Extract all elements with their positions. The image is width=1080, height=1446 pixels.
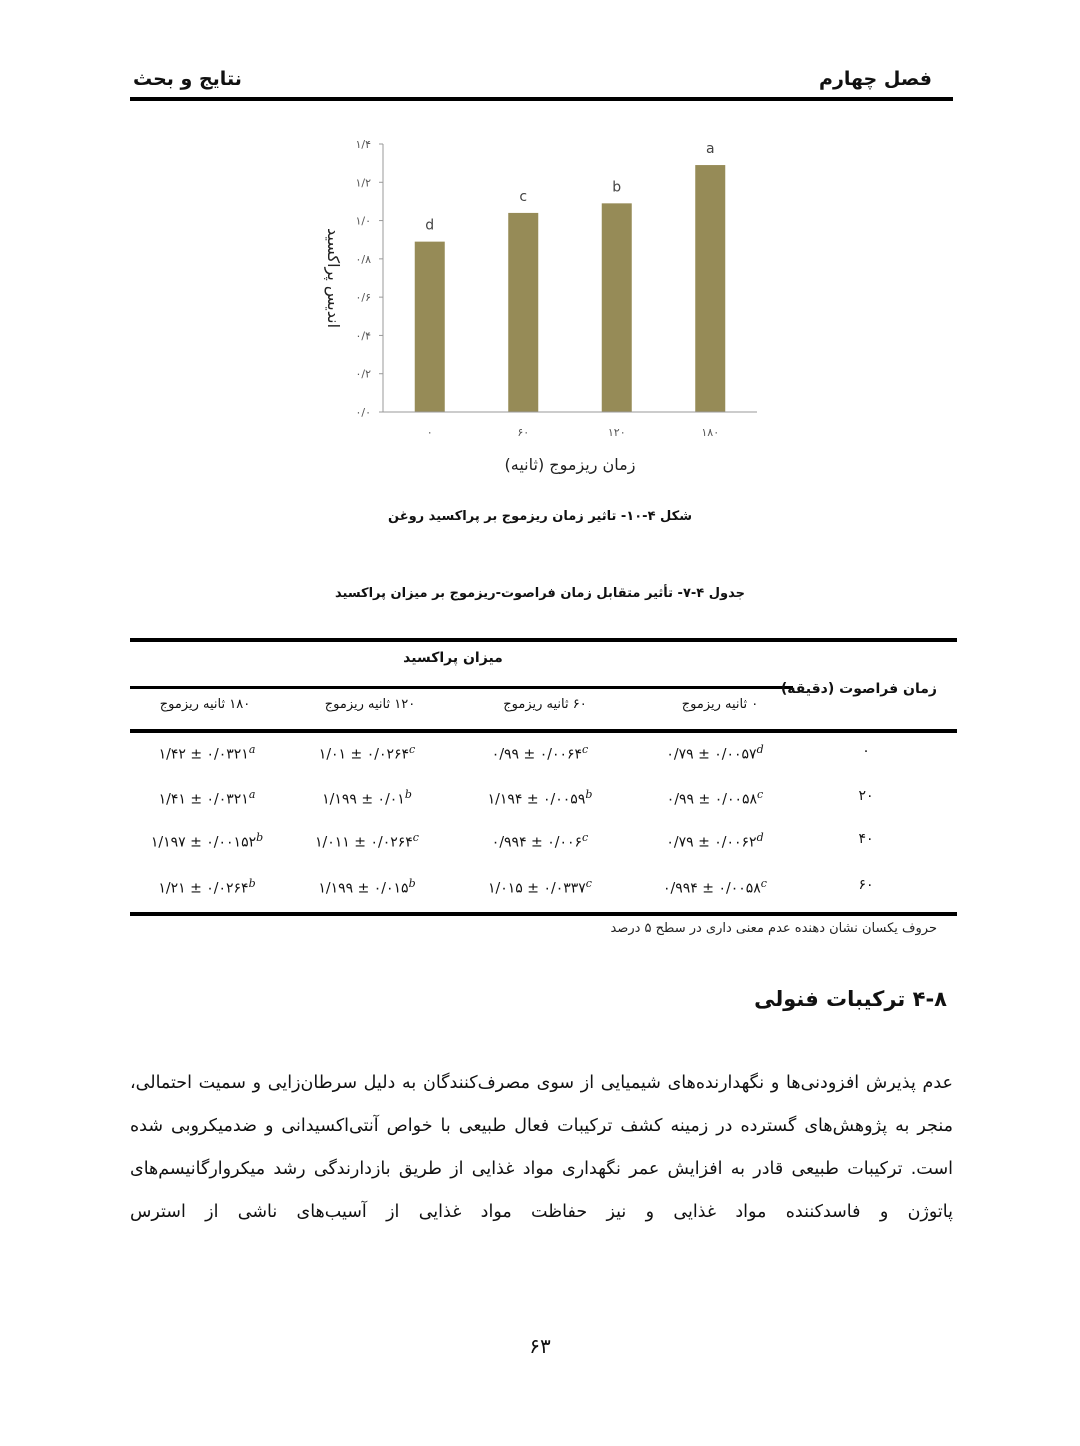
table-cell [630,831,800,851]
y-axis [355,138,383,419]
bar-significance-letter: b [612,179,622,196]
table-row-label: ۰ [862,743,870,759]
cell-value: ۱/۱۹۹ ± ۰/۰۱۵ [318,880,409,897]
bar-significance-letter: c [519,188,528,205]
cell-significance-letter: c [582,831,589,844]
x-tick-label: ۱۲۰ [607,426,626,439]
cell-value: ۱/۱۹۴ ± ۰/۰۰۵۹ [487,791,586,808]
table-cell [630,743,800,763]
y-tick-label: ۰/۸ [355,252,371,266]
table-bottom-rule [130,912,957,916]
table-cell [122,743,292,763]
table-top-rule [130,638,957,642]
table-cell [630,788,800,808]
paragraph-text: عدم پذیرش افزودنی‌ها و نگهدارنده‌های شیمیایی از سوی مصرف‌کنندگان به دلیل سرطان‌زایی و سمیت احتمالی، منجر به پژوهش‌های گسترده در زمینه کشف ترکیبات فعال طبیعی با خواص آنتی‌اکسیدانی و ضدمیکروبی شده است. ترکیبات طبیعی قادر به افزایش عمر نگهداری مواد غذایی از طریق بازدارندگی رشد میکروارگانیسم‌های پاتوژن و فاسدکننده مواد غذایی و نیز حفاظت مواد غذایی از آسیب‌های ناشی از استرس [130,1073,953,1222]
column-header-180s: ۱۸۰ ثانیه ریزموج [159,697,251,712]
y-tick-label: ۱/۴ [355,138,371,151]
table-cell [282,788,452,808]
table-cell [282,831,452,851]
column-header-60s: ۶۰ ثانیه ریزموج [503,697,587,712]
cell-value: ۱/۱۹۷ ± ۰/۰۰۱۵۲ [150,834,257,851]
cell-significance-letter: c [585,877,592,890]
cell-significance-letter: a [248,743,256,756]
table-cell [122,788,292,808]
section-running-title: نتایج و بحث [133,68,242,90]
table-group-header: میزان پراکسید [403,650,503,666]
y-tick-label: ۰/۰ [355,406,371,419]
table-caption: جدول ۴-۷- تأثیر متقابل زمان فراصوت-ریزموج بر میزان پراکسید [335,586,745,601]
table-row-label: ۲۰ [858,788,874,804]
cell-significance-letter: c [582,743,589,756]
cell-significance-letter: c [409,743,416,756]
table-cell [455,743,625,763]
bar [415,242,445,412]
cell-significance-letter: c [757,788,764,801]
cell-significance-letter: b [248,877,256,890]
bar-significance-letter: a [705,141,715,158]
y-tick-label: ۱/۰ [355,214,371,228]
cell-significance-letter: b [256,831,264,844]
cell-value: ۱/۴۱ ± ۰/۰۳۲۱ [158,791,249,808]
table-cell [455,831,625,851]
table-row-header: زمان فراصوت (دقیقه) [780,681,937,697]
peroxide-bar-chart [300,125,780,485]
bar [508,213,538,412]
cell-value: ۰/۷۹ ± ۰/۰۰۶۲ [666,834,757,851]
y-tick-label: ۰/۶ [355,291,371,305]
page-number: ۶۳ [529,1334,551,1358]
cell-value: ۰/۹۹۴ ± ۰/۰۰۵۸ [663,880,761,897]
cell-significance-letter: d [756,743,764,756]
cell-value: ۰/۹۹ ± ۰/۰۰۵۸ [666,791,758,808]
cell-value: ۱/۲۱ ± ۰/۰۲۶۴ [158,880,249,897]
column-header-0s: ۰ ثانیه ریزموج [681,697,759,712]
cell-value: ۱/۴۲ ± ۰/۰۳۲۱ [158,746,249,763]
cell-value: ۰/۷۹ ± ۰/۰۰۵۷ [666,746,757,763]
table-cell [455,788,625,808]
chapter-title: فصل چهارم [819,68,932,90]
bar-significance-letter: d [425,217,435,234]
bar-series [415,141,726,412]
table-group-rule [130,686,793,689]
y-tick-label: ۱/۲ [355,176,371,190]
table-footnote: حروف یکسان نشان دهنده عدم معنی داری در سطح ۵ درصد [610,921,937,936]
cell-significance-letter: c [760,877,767,890]
cell-significance-letter: c [412,831,419,844]
x-axis-title: زمان ریزموج (ثانیه) [504,455,636,474]
x-tick-label: ۶۰ [517,426,530,439]
x-tick-label: ۰ [426,426,433,439]
table-header-rule [130,729,957,733]
column-header-120s: ۱۲۰ ثانیه ریزموج [324,697,416,712]
cell-value: ۱/۰۱۵ ± ۰/۰۳۳۷ [488,880,586,897]
cell-significance-letter: b [408,877,416,890]
x-axis [383,412,757,439]
table-cell [630,877,800,897]
table-cell [455,877,625,897]
table-row-label: ۶۰ [858,877,874,893]
x-tick-label: ۱۸۰ [701,426,720,439]
table-row-label: ۴۰ [858,831,874,847]
table-cell [282,743,452,763]
cell-value: ۰/۹۹ ± ۰/۰۰۶۴ [491,746,583,763]
cell-value: ۱/۱۹۹ ± ۰/۰۱ [322,791,405,808]
bar [695,165,725,412]
y-axis-title: اندیس پراکسید [324,227,343,329]
cell-value: ۱/۰۱۱ ± ۰/۰۲۶۴ [315,834,413,851]
bar [602,203,632,412]
table-cell [282,877,452,897]
cell-value: ۱/۰۱ ± ۰/۰۲۶۴ [318,746,410,763]
table-cell [122,831,292,851]
header-rule [130,97,953,101]
cell-significance-letter: a [248,788,256,801]
cell-significance-letter: b [585,788,593,801]
figure-caption: شکل ۴-۱۰- تاثیر زمان ریزموج بر پراکسید روغن [388,509,692,524]
body-paragraph [130,1062,953,1234]
cell-value: ۰/۹۹۴ ± ۰/۰۰۶ [491,834,583,851]
cell-significance-letter: b [404,788,412,801]
y-tick-label: ۰/۲ [355,367,371,381]
section-heading: ۴-۸ ترکیبات فنولی [754,987,947,1011]
table-cell [122,877,292,897]
cell-significance-letter: d [756,831,764,844]
y-tick-label: ۰/۴ [355,329,371,343]
